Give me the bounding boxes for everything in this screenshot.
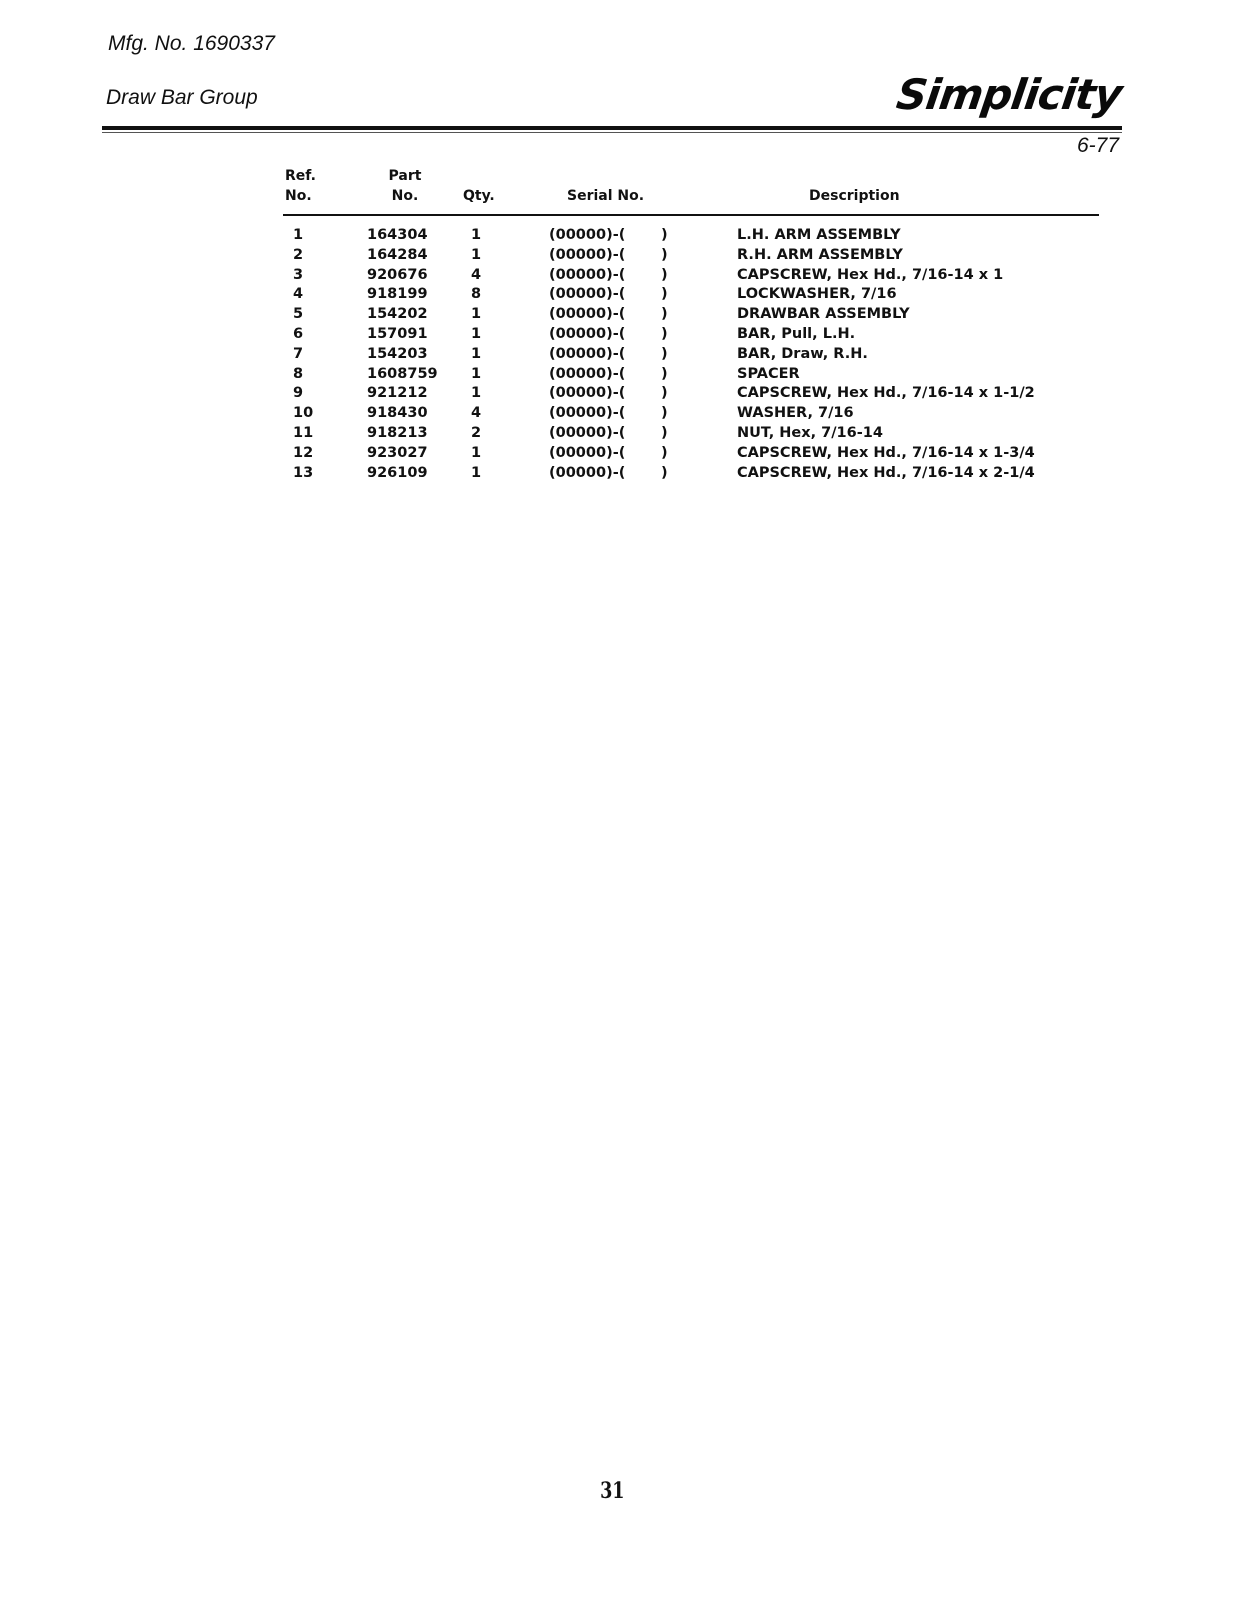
serial-to: ) [661, 424, 668, 441]
part-number-cell: 1608759 [367, 365, 438, 382]
qty-cell: 2 [471, 424, 482, 441]
table-row [283, 365, 1099, 385]
qty-cell: 4 [471, 405, 482, 422]
table-row [283, 404, 1099, 424]
serial-to: ) [661, 365, 668, 382]
description-cell: BAR, Pull, L.H. [737, 325, 856, 342]
ref-cell: 3 [293, 266, 304, 283]
serial-cell [539, 404, 737, 424]
part-number-cell: 164304 [367, 227, 428, 243]
serial-cell [539, 365, 737, 385]
description-cell: NUT, Hex, 7/16-14 [737, 424, 883, 441]
serial-to: ) [661, 444, 668, 461]
serial-to: ) [661, 345, 668, 362]
table-row [283, 444, 1099, 464]
part-number-cell: 154203 [367, 345, 428, 362]
serial-from: (00000)-( [549, 246, 626, 263]
serial-cell [539, 226, 737, 246]
serial-from: (00000)-( [549, 227, 626, 243]
part-number-cell: 164284 [367, 246, 428, 263]
qty-cell: 4 [471, 266, 482, 283]
qty-cell: 1 [471, 444, 482, 461]
mfg-number: Mfg. No. 1690337 [108, 32, 275, 55]
table-row [283, 424, 1099, 444]
serial-from: (00000)-( [549, 365, 626, 382]
qty-cell: 8 [471, 286, 482, 303]
col-header-part-line2: No. [391, 188, 419, 204]
serial-cell [539, 464, 737, 484]
serial-cell [539, 285, 737, 305]
part-number-cell: 154202 [367, 306, 428, 323]
ref-cell: 8 [293, 365, 304, 382]
serial-cell [539, 266, 737, 286]
ref-cell: 6 [293, 325, 304, 342]
col-header-ref [283, 166, 367, 215]
part-number-cell: 918199 [367, 286, 428, 303]
description-cell: CAPSCREW, Hex Hd., 7/16-14 x 1 [737, 266, 1004, 283]
part-number-cell: 918213 [367, 424, 428, 441]
part-number-cell: 920676 [367, 266, 428, 283]
part-number-cell: 921212 [367, 385, 428, 402]
serial-from: (00000)-( [549, 325, 626, 342]
ref-cell: 1 [293, 227, 304, 243]
description-cell: L.H. ARM ASSEMBLY [737, 227, 901, 243]
col-header-ref-line2: No. [285, 188, 312, 204]
table-row [283, 325, 1099, 345]
ref-cell: 13 [293, 464, 314, 481]
serial-from: (00000)-( [549, 385, 626, 402]
description-cell: CAPSCREW, Hex Hd., 7/16-14 x 1-1/2 [737, 385, 1035, 402]
serial-cell [539, 424, 737, 444]
serial-from: (00000)-( [549, 286, 626, 303]
ref-cell: 11 [293, 424, 314, 441]
serial-from: (00000)-( [549, 405, 626, 422]
serial-cell [539, 444, 737, 464]
parts-table [283, 166, 1099, 483]
ref-cell: 9 [293, 385, 304, 402]
serial-to: ) [661, 306, 668, 323]
ref-cell: 2 [293, 246, 304, 263]
serial-from: (00000)-( [549, 444, 626, 461]
col-header-description: Description [737, 166, 1099, 215]
page-number: 31 [600, 1478, 625, 1504]
table-row [283, 285, 1099, 305]
description-cell: R.H. ARM ASSEMBLY [737, 246, 903, 263]
part-number-cell: 918430 [367, 405, 428, 422]
serial-to: ) [661, 266, 668, 283]
description-cell: LOCKWASHER, 7/16 [737, 286, 897, 303]
serial-from: (00000)-( [549, 464, 626, 481]
serial-to: ) [661, 464, 668, 481]
header-rule [102, 126, 1122, 130]
qty-cell: 1 [471, 306, 482, 323]
table-row [283, 464, 1099, 484]
ref-cell: 5 [293, 306, 304, 323]
serial-to: ) [661, 385, 668, 402]
table-row [283, 246, 1099, 266]
serial-from: (00000)-( [549, 306, 626, 323]
table-row [283, 345, 1099, 365]
serial-cell [539, 345, 737, 365]
header-rule-thin [102, 132, 1122, 133]
serial-from: (00000)-( [549, 345, 626, 362]
part-number-cell: 923027 [367, 444, 428, 461]
qty-cell: 1 [471, 365, 482, 382]
qty-cell: 1 [471, 246, 482, 263]
col-header-part-line1: Part [388, 168, 422, 184]
parts-table-body [283, 215, 1099, 483]
col-header-serial: Serial No. [539, 166, 737, 215]
date-code: 6-77 [1076, 134, 1119, 157]
qty-cell: 1 [471, 227, 482, 243]
ref-cell: 7 [293, 345, 304, 362]
ref-cell: 10 [293, 405, 314, 422]
serial-from: (00000)-( [549, 424, 626, 441]
col-header-part [367, 166, 461, 215]
qty-cell: 1 [471, 325, 482, 342]
description-cell: CAPSCREW, Hex Hd., 7/16-14 x 2-1/4 [737, 464, 1035, 481]
table-header-row [283, 166, 1099, 215]
group-title: Draw Bar Group [106, 86, 258, 109]
qty-cell: 1 [471, 464, 482, 481]
serial-cell [539, 325, 737, 345]
serial-cell [539, 384, 737, 404]
col-header-ref-line1: Ref. [285, 168, 316, 184]
table-row [283, 384, 1099, 404]
col-header-qty: Qty. [461, 166, 539, 215]
description-cell: SPACER [737, 365, 800, 382]
serial-to: ) [661, 286, 668, 303]
part-number-cell: 926109 [367, 464, 428, 481]
serial-to: ) [661, 405, 668, 422]
description-cell: CAPSCREW, Hex Hd., 7/16-14 x 1-3/4 [737, 444, 1035, 461]
brand-logo: Simplicity [893, 70, 1125, 119]
table-row [283, 305, 1099, 325]
serial-to: ) [661, 227, 668, 243]
description-cell: WASHER, 7/16 [737, 405, 854, 422]
part-number-cell: 157091 [367, 325, 428, 342]
serial-to: ) [661, 325, 668, 342]
ref-cell: 4 [293, 286, 304, 303]
description-cell: BAR, Draw, R.H. [737, 345, 868, 362]
table-row [283, 226, 1099, 246]
description-cell: DRAWBAR ASSEMBLY [737, 306, 910, 323]
qty-cell: 1 [471, 385, 482, 402]
table-row [283, 266, 1099, 286]
serial-cell [539, 246, 737, 266]
qty-cell: 1 [471, 345, 482, 362]
serial-cell [539, 305, 737, 325]
serial-from: (00000)-( [549, 266, 626, 283]
serial-to: ) [661, 246, 668, 263]
ref-cell: 12 [293, 444, 314, 461]
